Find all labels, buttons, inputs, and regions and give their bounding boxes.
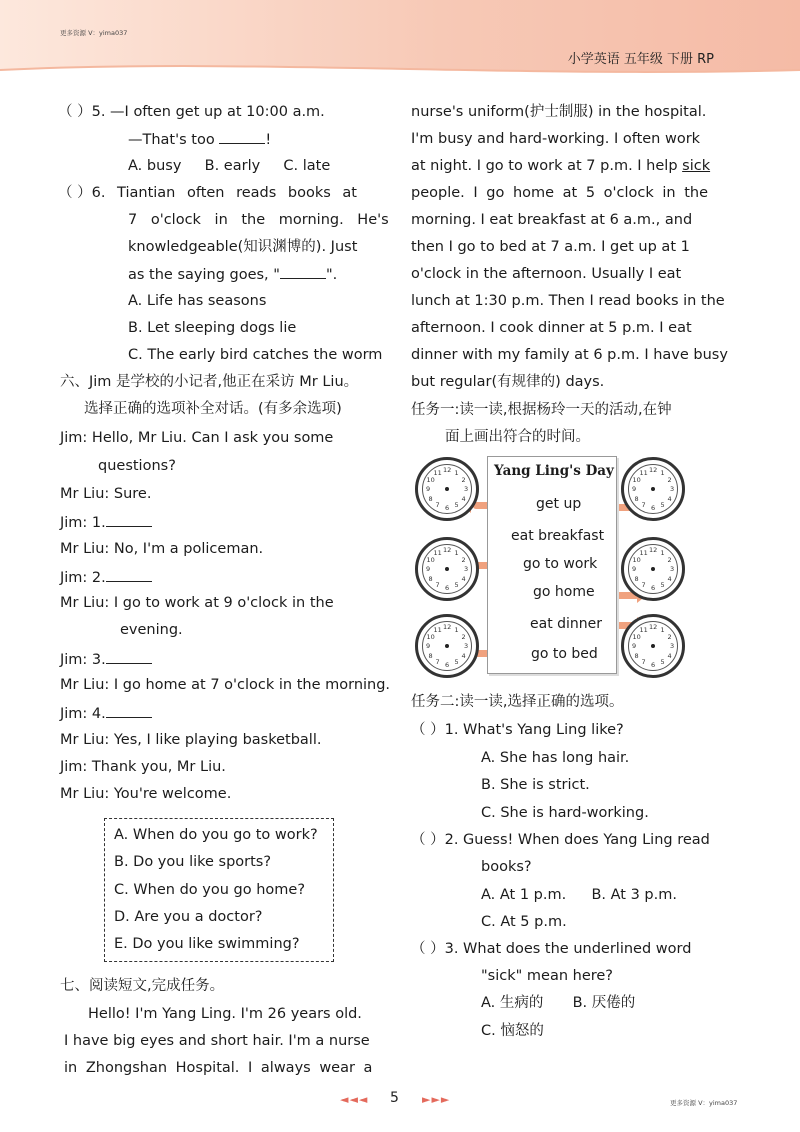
t2q3-options-ab — [481, 993, 635, 1013]
t2q1-option-c: C. She is hard-working. — [481, 805, 649, 821]
clock-number: 2 — [667, 632, 672, 641]
option-b: B. Do you like sports? — [114, 854, 272, 870]
clock-number: 12 — [443, 466, 452, 474]
clock-number: 9 — [426, 565, 431, 573]
dialog-line: Jim: 4. — [60, 706, 106, 722]
activity-go-to-work: go to work — [523, 556, 598, 572]
header-subject-label: 小学英语 五年级 下册 RP — [567, 52, 714, 67]
q5-answer-paren[interactable]: （ ） — [58, 104, 92, 120]
clock-number: 11 — [639, 625, 648, 634]
q5-options — [128, 156, 330, 176]
clock-number: 12 — [649, 546, 658, 554]
passage-line: lunch at 1:30 p.m. Then I read books in the — [411, 293, 725, 309]
passage-text: at night. I go to work at 7 p.m. I help — [411, 158, 678, 174]
q5-stem: 5. —I often get up at 10:00 a.m. — [91, 104, 325, 120]
answer-blank-4[interactable] — [106, 703, 152, 718]
passage-line — [411, 156, 710, 176]
activity-eat-dinner: eat dinner — [530, 616, 603, 632]
clock-center-dot — [651, 567, 655, 571]
clock-number: 5 — [454, 658, 459, 667]
clock-number: 11 — [433, 625, 442, 634]
clock-number: 4 — [667, 494, 672, 503]
clock-number: 7 — [641, 581, 646, 590]
clock-number: 7 — [435, 658, 440, 667]
dialog-line: Jim: Hello, Mr Liu. Can I ask you some — [60, 430, 334, 446]
dialog-line: Mr Liu: You're welcome. — [60, 786, 232, 802]
t2q2-options-ab — [481, 885, 677, 905]
clock-number: 7 — [435, 581, 440, 590]
clock-face-4[interactable] — [621, 537, 685, 601]
answer-blank-1[interactable] — [106, 512, 152, 527]
clock-center-dot — [445, 487, 449, 491]
clock-number: 12 — [649, 623, 658, 631]
q5-reply — [128, 129, 271, 150]
clock-number: 7 — [435, 501, 440, 510]
passage-line: I'm busy and hard-working. I often work — [411, 131, 701, 147]
passage-line: morning. I eat breakfast at 6 a.m., and — [411, 212, 693, 228]
clock-number: 12 — [649, 466, 658, 474]
task1-instruction: 任务一:读一读,根据杨玲一天的活动,在钟 — [411, 402, 672, 418]
underlined-word-sick: sick — [682, 158, 711, 174]
clock-number: 4 — [461, 651, 466, 660]
passage-line: dinner with my family at 6 p.m. I have busy — [411, 347, 728, 363]
dialog-line: Jim: 3. — [60, 652, 106, 668]
clock-number: 6 — [445, 584, 450, 592]
clock-number: 9 — [632, 565, 637, 573]
dialog-line: Mr Liu: No, I'm a policeman. — [60, 541, 264, 557]
t2q2-option-a: A. At 1 p.m. — [481, 887, 567, 903]
prev-page-arrows[interactable]: ◄◄◄ — [340, 1093, 369, 1106]
q5-option-b: B. early — [204, 158, 261, 174]
clock-number: 8 — [634, 651, 639, 660]
dialog-line: Jim: 2. — [60, 570, 106, 586]
section7-title: 七、阅读短文,完成任务。 — [60, 978, 225, 994]
q6-blank — [280, 264, 326, 279]
clock-number: 11 — [639, 548, 648, 557]
clock-center-dot — [651, 644, 655, 648]
q6-line4-suffix: ". — [325, 267, 338, 283]
clock-number: 1 — [454, 625, 459, 634]
t2q2-answer-paren[interactable]: （ ） — [411, 832, 445, 848]
t2q1-stem: 1. What's Yang Ling like? — [444, 722, 624, 738]
task2-instruction: 任务二:读一读,选择正确的选项。 — [411, 694, 624, 710]
dialog-line: Mr Liu: Sure. — [60, 486, 152, 502]
clock-number: 9 — [426, 642, 431, 650]
clock-number: 10 — [426, 555, 435, 564]
q6-line4-text: as the saying goes, " — [128, 267, 280, 283]
clock-number: 1 — [660, 625, 665, 634]
passage-line: I have big eyes and short hair. I'm a nurse — [64, 1033, 370, 1049]
t2q1-option-b: B. She is strict. — [481, 777, 590, 793]
clock-number: 11 — [433, 548, 442, 557]
clock-number: 5 — [660, 501, 665, 510]
clock-number: 6 — [651, 584, 656, 592]
t2q3-line — [411, 939, 691, 959]
t2q2-option-c: C. At 5 p.m. — [481, 914, 567, 930]
option-e: E. Do you like swimming? — [114, 936, 300, 952]
clock-number: 11 — [433, 468, 442, 477]
clock-number: 11 — [639, 468, 648, 477]
q5-reply-suffix: ! — [265, 132, 272, 148]
clock-face-5[interactable] — [415, 614, 479, 678]
t2q3-option-a: A. 生病的 — [481, 995, 544, 1011]
dialog-line: Mr Liu: I go home at 7 o'clock in the morning. — [60, 677, 391, 693]
t2q3-stem-cont: "sick" mean here? — [481, 968, 614, 984]
clock-number: 9 — [426, 485, 431, 493]
dialog-blank-4 — [60, 703, 152, 724]
clock-number: 10 — [632, 555, 641, 564]
clock-number: 5 — [454, 501, 459, 510]
clock-face-2[interactable] — [621, 457, 685, 521]
t2q2-line — [411, 830, 710, 850]
card-title: Yang Ling's Day — [494, 463, 614, 479]
clock-number: 4 — [667, 574, 672, 583]
clock-number: 4 — [461, 494, 466, 503]
dialog-blank-2 — [60, 567, 152, 588]
passage-line: but regular(有规律的) days. — [411, 374, 605, 390]
clock-number: 8 — [428, 574, 433, 583]
dialog-line: Mr Liu: I go to work at 9 o'clock in the — [60, 595, 334, 611]
option-c: C. When do you go home? — [114, 882, 306, 898]
clock-number: 10 — [632, 632, 641, 641]
clock-face-6[interactable] — [621, 614, 685, 678]
clock-center-dot — [445, 567, 449, 571]
passage-line: o'clock in the afternoon. Usually I eat — [411, 266, 682, 282]
clock-number: 2 — [667, 475, 672, 484]
q6-option-a: A. Life has seasons — [128, 293, 267, 309]
clock-number: 6 — [445, 661, 450, 669]
t2q3-option-b: B. 厌倦的 — [572, 995, 636, 1011]
dialog-blank-3 — [60, 649, 152, 670]
clock-number: 5 — [454, 581, 459, 590]
clock-number: 1 — [454, 468, 459, 477]
clock-number: 12 — [443, 623, 452, 631]
clock-number: 10 — [426, 475, 435, 484]
q6-line4 — [128, 264, 337, 285]
clock-number: 10 — [632, 475, 641, 484]
clock-face-1[interactable] — [415, 457, 479, 521]
dialog-line: Jim: 1. — [60, 515, 106, 531]
clock-number: 5 — [660, 581, 665, 590]
section6-instruction: 选择正确的选项补全对话。(有多余选项) — [84, 401, 342, 417]
q5-option-c: C. late — [283, 158, 331, 174]
option-d: D. Are you a doctor? — [114, 909, 263, 925]
t2q1-option-a: A. She has long hair. — [481, 750, 630, 766]
clock-number: 12 — [443, 546, 452, 554]
t2q1-answer-paren[interactable]: （ ） — [411, 722, 445, 738]
dialog-line: Jim: Thank you, Mr Liu. — [60, 759, 226, 775]
clock-number: 1 — [660, 468, 665, 477]
t2q2-stem: 2. Guess! When does Yang Ling read — [444, 832, 710, 848]
q6-line1: 6. Tiantian often reads books at — [91, 185, 357, 201]
clock-number: 2 — [667, 555, 672, 564]
next-page-arrows[interactable]: ►►► — [422, 1093, 451, 1106]
q5-option-a: A. busy — [128, 158, 182, 174]
clock-number: 3 — [464, 642, 469, 650]
activity-go-to-bed: go to bed — [531, 646, 598, 662]
q5-line — [58, 102, 325, 122]
clock-number: 1 — [454, 548, 459, 557]
dialog-blank-1 — [60, 512, 152, 533]
t2q3-answer-paren[interactable]: （ ） — [411, 941, 445, 957]
q5-reply-text: —That's too — [128, 132, 215, 148]
passage-line: then I go to bed at 7 a.m. I get up at 1 — [411, 239, 690, 255]
passage-line: nurse's uniform(护士制服) in the hospital. — [411, 104, 707, 120]
section6-title: 六、Jim 是学校的小记者,他正在采访 Mr Liu。 — [60, 374, 359, 390]
clock-center-dot — [651, 487, 655, 491]
answer-blank-3[interactable] — [106, 649, 152, 664]
clock-number: 7 — [641, 501, 646, 510]
q6-line — [58, 183, 357, 203]
clock-number: 2 — [461, 555, 466, 564]
t2q1-line — [411, 720, 624, 740]
clock-number: 4 — [667, 651, 672, 660]
t2q3-stem: 3. What does the underlined word — [444, 941, 692, 957]
answer-blank-2[interactable] — [106, 567, 152, 582]
clock-number: 3 — [670, 642, 675, 650]
clock-number: 3 — [464, 485, 469, 493]
clock-number: 9 — [632, 485, 637, 493]
dialog-line: questions? — [98, 458, 176, 474]
activity-eat-breakfast: eat breakfast — [511, 528, 605, 544]
clock-number: 5 — [660, 658, 665, 667]
clock-number: 2 — [461, 632, 466, 641]
clock-number: 3 — [464, 565, 469, 573]
activity-get-up: get up — [536, 496, 582, 512]
passage-line: people. I go home at 5 o'clock in the — [411, 185, 709, 201]
dialog-line: evening. — [120, 622, 183, 638]
clock-number: 6 — [445, 504, 450, 512]
passage-line: in Zhongshan Hospital. I always wear a — [64, 1060, 373, 1076]
footer-resource-note: 更多资源 V：yima037 — [670, 1099, 738, 1107]
clock-number: 2 — [461, 475, 466, 484]
q6-answer-paren[interactable]: （ ） — [58, 185, 92, 201]
q5-blank — [219, 129, 265, 144]
header-resource-note: 更多资源 V：yima037 — [60, 29, 128, 37]
clock-number: 4 — [461, 574, 466, 583]
task1-instruction-cont: 面上画出符合的时间。 — [445, 429, 590, 445]
q6-line3: knowledgeable(知识渊博的). Just — [128, 239, 358, 255]
clock-number: 8 — [634, 574, 639, 583]
passage-line: Hello! I'm Yang Ling. I'm 26 years old. — [88, 1006, 362, 1022]
clock-number: 1 — [660, 548, 665, 557]
t2q2-stem-cont: books? — [481, 859, 532, 875]
activity-go-home: go home — [533, 584, 595, 600]
clock-face-3[interactable] — [415, 537, 479, 601]
q6-line2: 7 o'clock in the morning. He's — [128, 212, 389, 228]
clock-number: 8 — [428, 494, 433, 503]
option-a: A. When do you go to work? — [114, 827, 318, 843]
clock-center-dot — [445, 644, 449, 648]
t2q3-option-c: C. 恼怒的 — [481, 1023, 544, 1039]
clock-number: 7 — [641, 658, 646, 667]
clock-number: 3 — [670, 565, 675, 573]
dialog-line: Mr Liu: Yes, I like playing basketball. — [60, 732, 322, 748]
passage-line: afternoon. I cook dinner at 5 p.m. I eat — [411, 320, 692, 336]
clock-number: 8 — [428, 651, 433, 660]
clock-number: 3 — [670, 485, 675, 493]
clock-number: 10 — [426, 632, 435, 641]
q6-option-c: C. The early bird catches the worm — [128, 347, 383, 363]
t2q2-option-b: B. At 3 p.m. — [591, 887, 677, 903]
clock-number: 6 — [651, 504, 656, 512]
clock-number: 9 — [632, 642, 637, 650]
clock-number: 6 — [651, 661, 656, 669]
page-number: 5 — [390, 1090, 399, 1106]
q6-option-b: B. Let sleeping dogs lie — [128, 320, 297, 336]
clock-number: 8 — [634, 494, 639, 503]
